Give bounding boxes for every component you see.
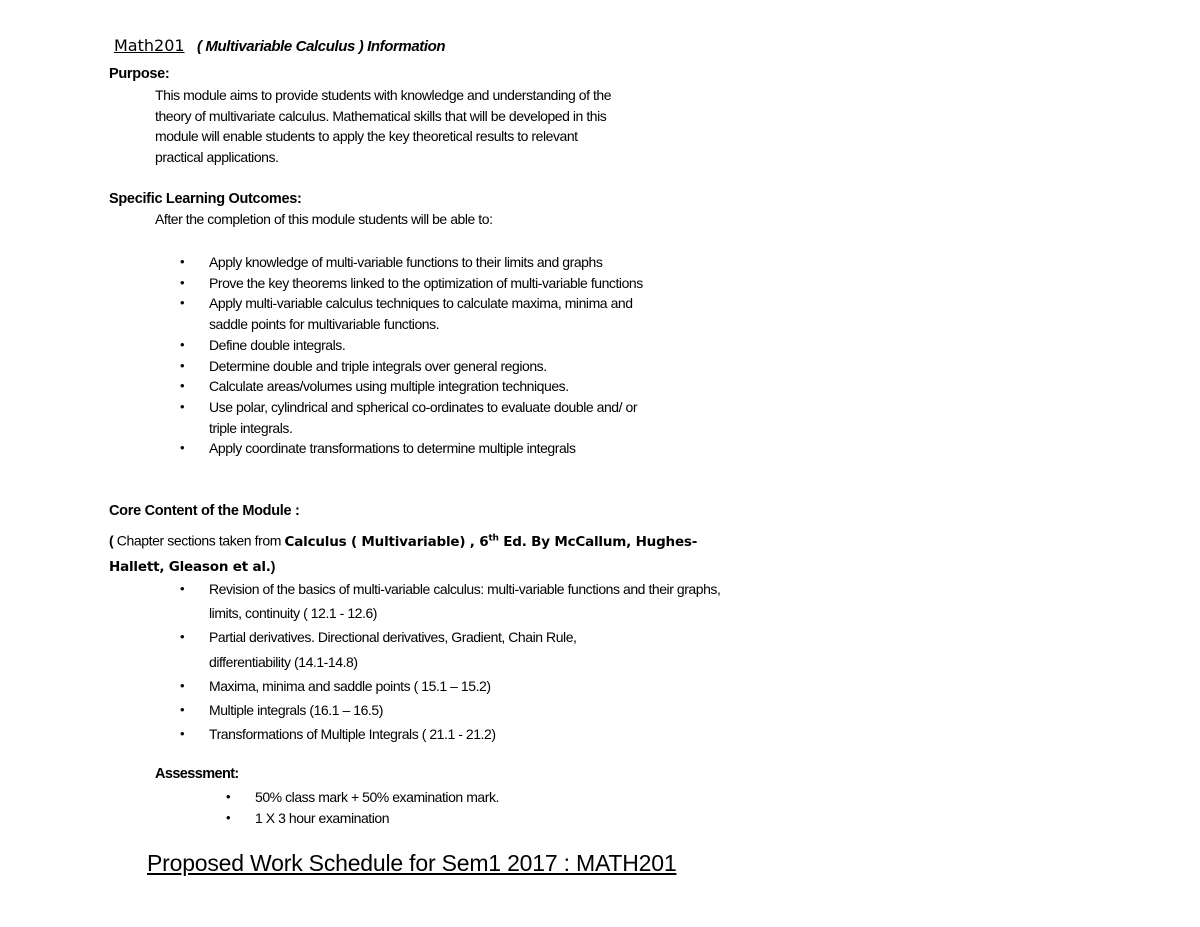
book-edition-suffix: th bbox=[488, 533, 499, 543]
core-content-heading: Core Content of the Module : bbox=[109, 503, 300, 519]
reference-open-paren: ( bbox=[109, 532, 114, 549]
purpose-line: practical applications. bbox=[155, 149, 279, 166]
core-content-item: • Partial derivatives. Directional derivatives, Gradient, Chain Rule, differentiability (14.1-14.8) bbox=[180, 625, 659, 673]
outcomes-heading: Specific Learning Outcomes: bbox=[109, 191, 302, 207]
outcome-item: • Apply coordinate transformations to determine multiple integrals bbox=[180, 438, 680, 459]
outcome-item: • Apply knowledge of multi-variable functions to their limits and graphs bbox=[180, 252, 680, 273]
reference-prefix: Chapter sections taken from bbox=[113, 532, 285, 549]
core-content-item: • Maxima, minima and saddle points ( 15.1 – 15.2) bbox=[180, 674, 740, 698]
course-code: Math201 bbox=[114, 36, 185, 55]
outcome-item: • Determine double and triple integrals over general regions. bbox=[180, 356, 680, 377]
assessment-item: • 1 X 3 hour examination bbox=[226, 808, 626, 829]
core-content-item: • Multiple integrals (16.1 – 16.5) bbox=[180, 698, 740, 722]
assessment-item: • 50% class mark + 50% examination mark. bbox=[226, 787, 626, 808]
purpose-line: theory of multivariate calculus. Mathematical skills that will be developed in this bbox=[155, 107, 607, 124]
assessment-heading: Assessment: bbox=[155, 766, 239, 782]
outcomes-list bbox=[180, 252, 680, 459]
course-title: ( Multivariable Calculus ) Information bbox=[197, 38, 446, 55]
purpose-heading: Purpose: bbox=[109, 66, 170, 82]
document-title bbox=[114, 36, 445, 56]
outcome-item: • Prove the key theorems linked to the optimization of multi-variable functions bbox=[180, 273, 649, 294]
textbook-reference bbox=[109, 526, 749, 579]
assessment-list bbox=[226, 787, 626, 828]
outcome-item: • Apply multi-variable calculus techniques to calculate maxima, minima and saddle points for multivariable functions. bbox=[180, 293, 669, 334]
reference-close-paren: ) bbox=[270, 557, 275, 574]
schedule-title: Proposed Work Schedule for Sem1 2017 : MATH201 bbox=[147, 850, 677, 876]
outcomes-intro: After the completion of this module students will be able to: bbox=[155, 211, 493, 227]
purpose-paragraph bbox=[155, 85, 695, 168]
core-content-list bbox=[180, 577, 740, 746]
core-content-item: • Transformations of Multiple Integrals ( 21.1 - 21.2) bbox=[180, 722, 740, 746]
core-content-item: • Revision of the basics of multi-variable calculus: multi-variable functions and their graphs, limits, continuity ( 12.1 - 12.6) bbox=[180, 577, 740, 625]
outcome-item: • Define double integrals. bbox=[180, 335, 680, 356]
purpose-line: module will enable students to apply the key theoretical results to relevant bbox=[155, 128, 578, 145]
book-title-part2: Ed. By McCallum, Hughes-Hallett, Gleason et al. bbox=[109, 533, 698, 575]
purpose-line: This module aims to provide students with knowledge and understanding of the bbox=[155, 87, 612, 103]
book-title-part1: Calculus ( Multivariable) , 6 bbox=[284, 533, 489, 550]
outcome-item: • Use polar, cylindrical and spherical co-ordinates to evaluate double and/ or triple integrals. bbox=[180, 397, 659, 438]
outcome-item: • Calculate areas/volumes using multiple integration techniques. bbox=[180, 376, 680, 397]
